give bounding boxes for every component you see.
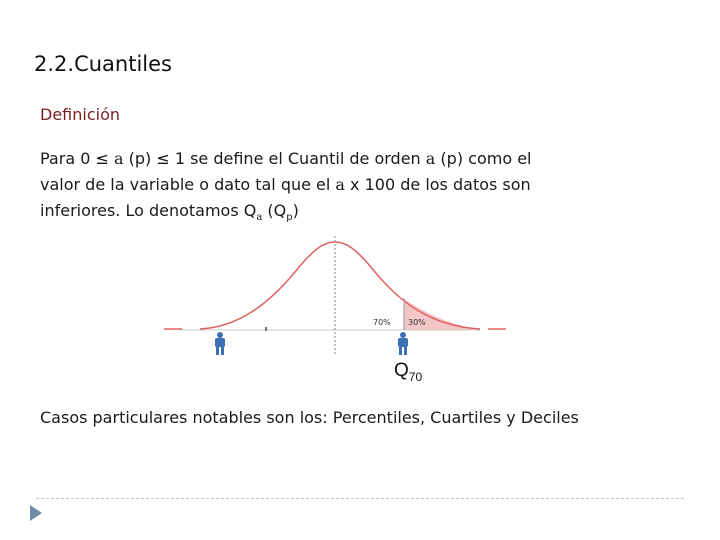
para-text: inferiores. Lo denotamos Q [40,201,257,220]
alpha-symbol: a [425,149,436,168]
para-text: valor de la variable o dato tal que el [40,175,336,194]
bell-curve [200,242,480,329]
p-subscript: p [286,212,293,223]
person-icon [215,332,225,355]
quantile-letter: Q [394,360,409,381]
definition-paragraph [40,146,660,231]
alpha-symbol: a [113,149,124,168]
left-percent-label: 70% [373,318,391,327]
normal-curve-figure [160,232,520,362]
para-text: x 100 de los datos son [344,175,531,194]
alpha-symbol: a [335,175,345,194]
footer-text: Casos particulares notables son los: Percentiles, Cuartiles y Deciles [40,408,579,427]
person-icon [398,332,408,355]
para-text: Para 0 ≤ [40,149,114,168]
slide-title: 2.2.Cuantiles [34,52,172,76]
quantile-label [394,360,422,384]
right-percent-label: 30% [408,318,426,327]
para-text: (Q [262,201,287,220]
para-text: (p) ≤ 1 se define el Cuantil de orden [123,149,426,168]
definition-heading: Definición [40,105,120,124]
para-text: ) [292,201,299,220]
slide-divider [36,498,684,499]
para-text: (p) como el [435,149,532,168]
play-arrow-icon [30,505,42,521]
alpha-subscript: a [256,212,263,223]
quantile-subscript: 70 [408,370,423,384]
